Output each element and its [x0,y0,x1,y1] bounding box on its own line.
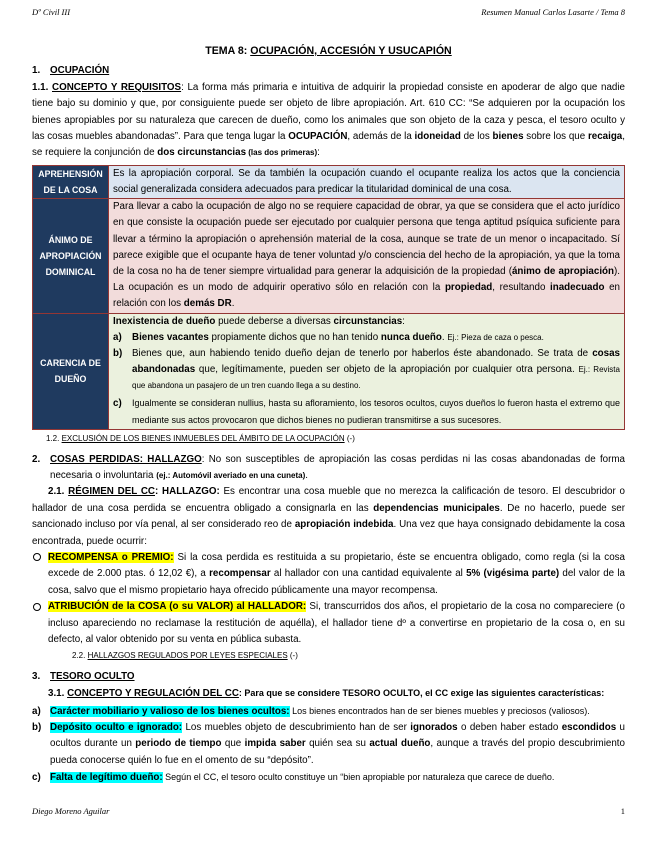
text-run: : [317,147,320,159]
text-run: puede deberse a diversas [215,315,334,327]
regimen-cc-paragraph [32,484,625,550]
text-run: , aunque a través del propio descubrimiento pueda conocerse quién lo fue en el omento de su “depósito”. [50,738,625,766]
text-run-bold: inadecuado [550,282,605,294]
subsection-title: CONCEPTO Y REQUISITOS [52,81,182,93]
omitted-note: (-) [289,651,298,661]
example-note: (ej.: Automóvil averiado en una cuneta) [156,470,306,480]
text-run: propiamente dichos que no han tenido [208,331,381,343]
bullet-item-atribucion [32,599,625,648]
text-run: del valor de la cosa, salvo que el mismo propietario haya ofrecido públicamente una mayor recompensa. [48,568,625,596]
bullet-item-recompensa [32,550,625,599]
highlighted-label: Falta de legítimo dueño: [50,772,163,784]
text-run-bold: dos circunstancias [157,147,247,159]
section-number: 3. [32,670,41,682]
circle-bullet-icon [33,603,41,611]
text-run: , resultando [492,282,551,294]
concepto-requisitos-paragraph [32,80,625,162]
text-run: Los bienes encontrados han de ser bienes muebles y preciosos (valiosos). [289,705,590,716]
text-run: al hallador con una cantidad equivalente al [270,568,467,580]
title-prefix: TEMA 8: [205,45,251,57]
text-run: . De no hacerlo, puede ser sancionado incluso por vía penal, al ser considerado reo de [32,502,625,531]
text-run: : No son susceptibles de apropiación las cosas perdidas ni las cosas abandonadas de forma necesaria o involuntaria [50,453,625,481]
text-run: Bienes que, aun habiendo tenido dueño dejan de tenerlo por haberlos éste abandonado. Se trata de [132,348,593,360]
list-item [32,720,625,769]
text-run: quién sea su [305,738,370,750]
text-run: de los [460,131,493,143]
example-note: Ej.: Pieza de caza o pesca. [447,332,544,342]
text-run-bold: bienes [492,131,524,143]
table-row-content [109,313,625,429]
text-run: , se requiere la conjunción de [32,131,625,159]
text-run: que, legítimamente, pueden ser objeto de la apropiación por cualquier otra persona. [195,364,579,376]
text-run: . [231,298,235,310]
section-number: 2. [32,453,41,465]
circle-bullet-icon [33,553,41,561]
text-run-bold: propiedad [444,282,493,294]
section-title: COSAS PERDIDAS: HALLAZGO [50,453,202,465]
text-run-bold: Inexistencia de dueño [113,315,216,327]
text-run: sobre los que [523,131,588,143]
highlighted-label: Carácter mobiliario y valioso de los bienes ocultos: [50,705,290,717]
list-marker: c) [113,397,122,409]
omitted-note: (-) [346,434,355,444]
example-note: Ej.: Revista que abandona un pasajero de un tren cuando llega a su destino. [132,365,620,391]
text-run-bold: impida saber [244,738,306,750]
text-run-bold: OCUPACIÓN [288,131,348,143]
title-main: OCUPACIÓN, ACCESIÓN Y USUCAPIÓN [250,45,452,57]
list-marker: c) [32,772,41,784]
list-item [32,769,625,786]
text-run: Igualmente se consideran nullius, hasta su afloramiento, los tesoros ocultos, cuyos dueños lo fueron hasta el extremo que mediante sus actos provocaron que dichos bienes no pudieran transmitirse a sus sucesores. [132,397,620,425]
section-title: OCUPACIÓN [50,65,110,77]
list-marker: a) [113,331,122,343]
text-run: ). La ocupación es un modo de adquirir operativo sólo en relación con la [113,266,620,294]
text-run-bold: actual dueño [369,738,431,750]
list-marker: b) [113,348,123,360]
text-run-bold: apropiación indebida [294,519,394,531]
subsection-title: EXCLUSIÓN DE LOS BIENES INMUEBLES DEL ÁMBITO DE LA OCUPACIÓN [61,434,345,444]
header-source: Resumen Manual Carlos Lasarte / Tema 8 [481,7,625,17]
table-row-content [109,199,625,313]
text-run: : La forma más primaria e intuitiva de adquirir la propiedad consiste en apoderar de algo que nadie tiene bajo su dominio y que, por consiguiente puede ser objeto de libre apropiación. Art. 610 CC: “Se adquieren por la ocupación los bienes apropiables por su naturaleza que carecen de dueño, como los animales que son objeto de la caza y pesca, el tesoro oculto y las cosas muebles abandonadas”. Para que tenga lugar la [32,81,625,143]
ocupacion-requirements-table [32,165,625,430]
subsection-label: : HALLAZGO: [155,486,220,498]
text-run-bold: 5% (vigésima parte) [466,568,560,580]
text-run-bold: escondidos [561,722,617,733]
text-run: o deben haber estado [457,722,562,733]
text-run: : Para que se considere TESORO OCULTO, el CC exige las siguientes características: [238,688,605,699]
text-run-bold: recompensar [209,568,271,580]
table-row-aprehension [33,165,625,198]
text-run: : [402,315,405,327]
text-run: . [441,331,448,343]
text-run: Los muebles objeto de descubrimiento han de ser [182,722,411,733]
text-run-bold: demás DR [183,298,232,310]
especiales-heading [32,648,625,664]
list-marker: b) [32,722,42,733]
exclusion-heading [32,431,625,447]
header-course: Dº Civil III [32,7,71,17]
text-run-bold: cosas abandonadas [132,348,620,376]
highlighted-label: Depósito oculto e ignorado: [50,722,183,733]
text-run: Según el CC, el tesoro oculto constituye un “bien apropiable por naturaleza que carece de dueño. [162,772,555,783]
subsection-title: HALLAZGOS REGULADOS POR LEYES ESPECIALES [87,651,288,661]
list-item [32,703,625,720]
subsection-number: 2.2. [72,651,86,661]
text-run-bold: circunstancias [333,315,403,327]
page-content [32,43,625,787]
text-run: Si, transcurridos dos años, el propietario de la cosa no compareciere (o incluso apareciendo no reclamase la restitución de aquélla), el hallador tiene dº a convertirse en propietario de la cosa o, en su defecto, al valor obtenido por su venta en pública subasta. [48,601,625,645]
section-heading-ocupacion [32,63,625,79]
text-run: Es la apropiación corporal. Se da también la ocupación cuando el ocupante realiza los actos que la conciencia social generalizada considera adecuados para predicar la titularidad dominical de una cosa. [113,167,620,196]
text-run: en relación con los [113,282,621,310]
list-item [113,395,620,429]
tesoro-concepto-paragraph [32,685,625,702]
list-item [113,346,620,395]
bullet-marker [32,550,48,566]
text-run: Es encontrar una cosa mueble que no merezca la calificación de tesoro. El descubridor o hallador de una cosa perdida se encuentra obligado a consignarla en las [32,486,626,514]
text-run: . [305,469,308,481]
highlighted-label: ATRIBUCIÓN de la COSA (o su VALOR) al HALLADOR: [48,601,307,613]
text-run-bold: nunca dueño [380,331,442,343]
table-row-content [109,165,625,198]
page-title [32,43,625,59]
text-run: Si la cosa perdida es restituida a su propietario, éste se encuentra obligado, como regla (si la cosa excede de 2.000 ptas. ó 12,02 €), a [48,551,625,580]
text-run-small: (las dos primeras) [246,148,318,158]
table-row-label: APREHENSIÓN DE LA COSA [33,165,109,198]
table-row-label: CARENCIA DE DUEÑO [33,313,109,429]
section-number: 1. [32,65,41,77]
highlighted-label: RECOMPENSA o PREMIO: [48,551,174,563]
text-run-bold: periodo de tiempo [135,738,222,750]
text-run: . Una vez que haya consignado debidamente la cosa encontrada, puede ocurrir: [32,519,626,547]
section-heading-tesoro [32,669,625,685]
text-run-bold: ánimo de apropiación [511,266,615,278]
subsection-title: RÉGIMEN DEL CC [68,486,155,498]
list-item [113,330,620,346]
section-title: TESORO OCULTO [50,670,135,682]
text-run-bold: ignorados [410,722,458,733]
text-run-bold: Bienes vacantes [132,331,209,343]
footer-page-number: 1 [620,806,625,816]
bullet-marker [32,599,48,615]
carencia-intro [113,314,620,330]
table-row-animo [33,199,625,313]
footer-author: Diego Moreno Aguilar [32,806,110,816]
table-row-carencia [33,313,625,429]
text-run-bold: idoneidad [414,131,461,143]
subsection-number: 1.1. [32,81,49,93]
section-cosas-perdidas [32,452,625,485]
text-run: u ocultos durante un [50,722,626,750]
list-marker: a) [32,705,41,717]
subsection-number: 3.1. [48,688,65,700]
text-run: que [221,738,245,750]
text-run-bold: recaiga [587,131,623,143]
subsection-number: 1.2. [46,434,60,444]
text-run: , además de la [347,131,415,143]
text-run: Para llevar a cabo la ocupación de algo no se requiere capacidad de obrar, ya que se considera que el acto jurídico en que consiste la ocupación puede ser ejecutado por cualquier persona que tenga aptitud psíquica suficiente para llevar a término la apropiación o aprehensión material de la cosa, aunque se trate de un menor o incapacitado. Sí parece exigible que el ocupante haya de tener voluntad y/o consciencia del hecho de la apropiación, ya que la toma de la cosa no ha de tener siempre virtualidad para generar la adquisición de la propiedad ( [113,201,620,278]
subsection-title: CONCEPTO Y REGULACIÓN DEL CC [67,688,239,700]
table-row-label: ÁNIMO DE APROPIACIÓN DOMINICAL [33,199,109,313]
subsection-number: 2.1. [48,486,65,498]
text-run-bold: dependencias municipales [373,502,500,514]
